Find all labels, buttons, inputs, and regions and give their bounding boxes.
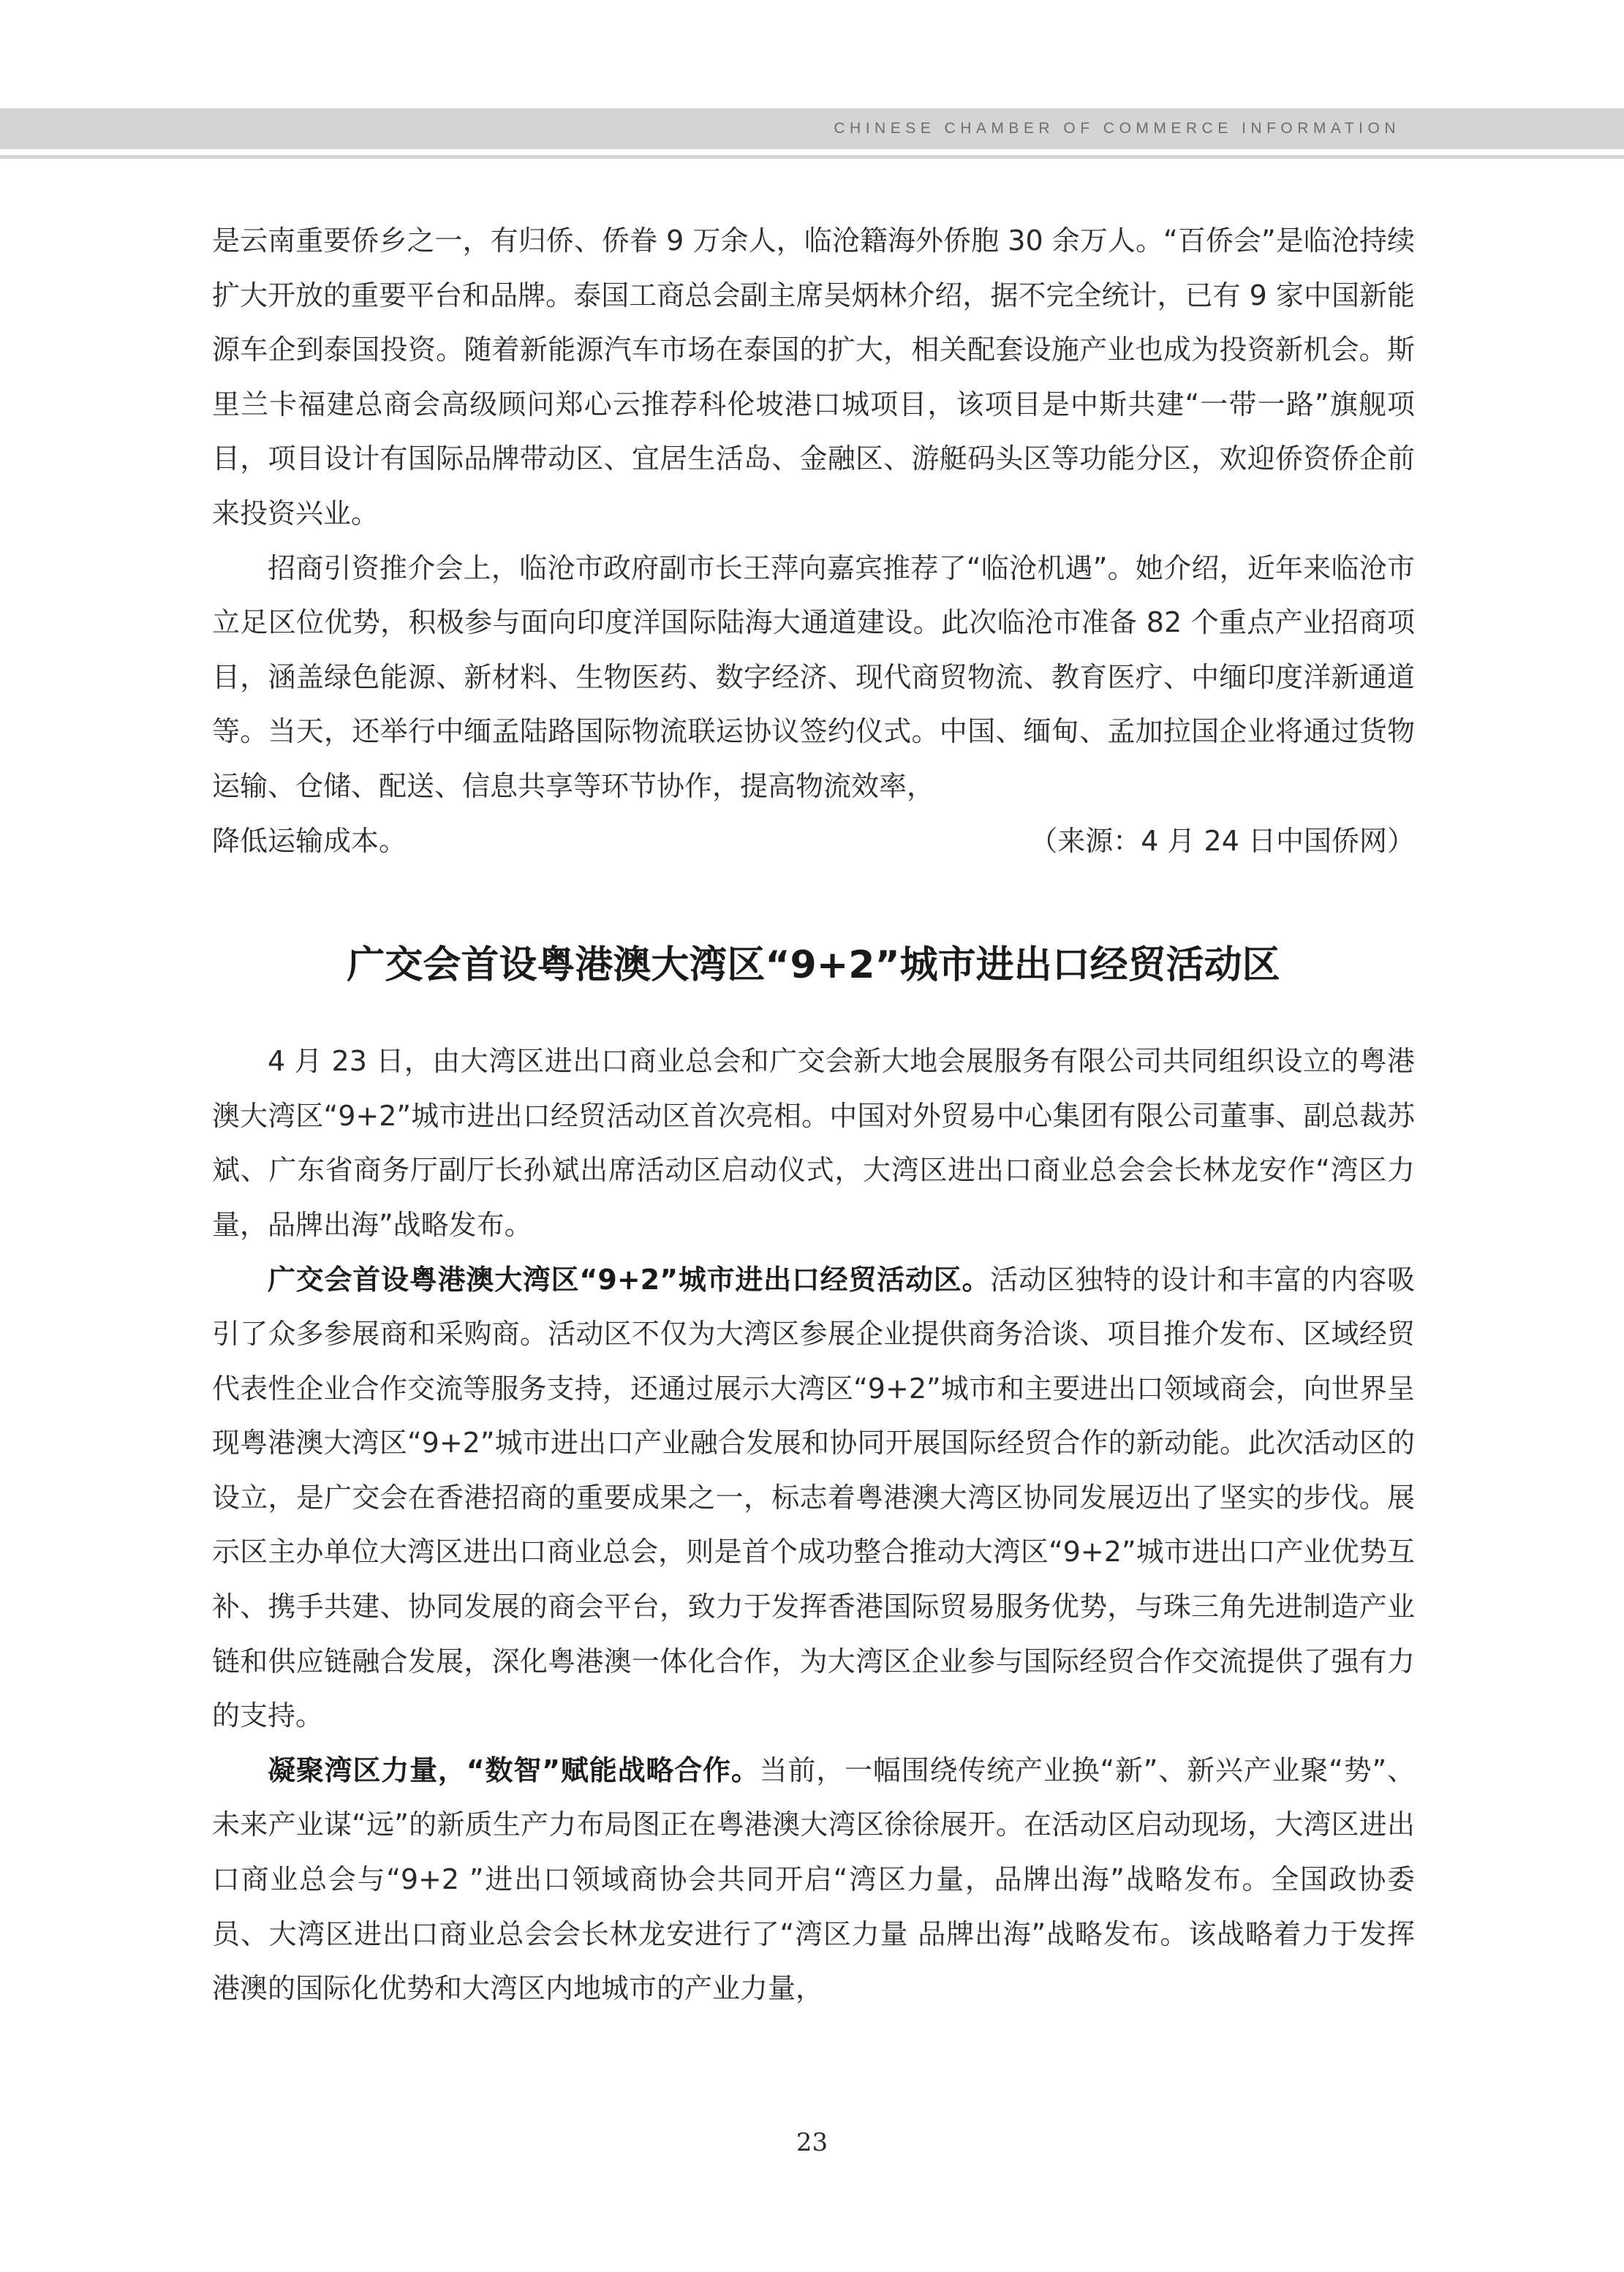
article2-paragraph-3-body: 当前，一幅围绕传统产业换“新”、新兴产业聚“势”、未来产业谋“远”的新质生产力布局图正在粤港澳大湾区徐徐展开。在活动区启动现场，大湾区进出口商业总会与“9+2 ”进出口领域商协会共同开启“湾区力量，品牌出海”战略发布。全国政协委员、大湾区进出口商业总会会长林龙安进行了“湾区力量 品牌出海”战略发布。该战略着力于发挥港澳的国际化优势和大湾区内地城市的产业力量， [212, 1754, 1416, 2005]
header-rule [0, 155, 1624, 159]
article1-closing-line [212, 814, 1415, 869]
running-title: CHINESE CHAMBER OF COMMERCE INFORMATION [834, 120, 1400, 137]
article2-paragraph-2 [212, 1253, 1415, 1743]
article1-paragraph-2: 招商引资推介会上，临沧市政府副市长王萍向嘉宾推荐了“临沧机遇”。她介绍，近年来临沧市立足区位优势，积极参与面向印度洋国际陆海大通道建设。此次临沧市准备 82 个重点产业招商项目，涵盖绿色能源、新材料、生物医药、数字经济、现代商贸物流、教育医疗、中缅印度洋新通道等。当天，还举行中缅孟陆路国际物流联运协议签约仪式。中国、缅甸、孟加拉国企业将通过货物运输、仓储、配送、信息共享等环节协作，提高物流效率， [212, 551, 1415, 802]
article2-paragraph-2-lead: 广交会首设粤港澳大湾区“9+2”城市进出口经贸活动区。 [268, 1263, 991, 1296]
article2-title: 广交会首设粤港澳大湾区“9+2”城市进出口经贸活动区 [347, 943, 1280, 988]
article1-paragraph-2-end: 降低运输成本。 [212, 824, 407, 857]
page-content [212, 214, 1415, 2016]
article2-paragraph-1: 4 月 23 日，由大湾区进出口商业总会和广交会新大地会展服务有限公司共同组织设立的粤港澳大湾区“9+2”城市进出口经贸活动区首次亮相。中国对外贸易中心集团有限公司董事、副总裁苏斌、广东省商务厅副厅长孙斌出席活动区启动仪式，大湾区进出口商业总会会长林龙安作“湾区力量，品牌出海”战略发布。 [212, 1045, 1415, 1241]
article1-paragraph-1: 是云南重要侨乡之一，有归侨、侨眷 9 万余人，临沧籍海外侨胞 30 余万人。“百侨会”是临沧持续扩大开放的重要平台和品牌。泰国工商总会副主席吴炳林介绍，据不完全统计，已有 9 家中国新能源车企到泰国投资。随着新能源汽车市场在泰国的扩大，相关配套设施产业也成为投资新机会。斯里兰卡福建总商会高级顾问郑心云推荐科伦坡港口城项目，该项目是中斯共建“一带一路”旗舰项目，项目设计有国际品牌带动区、宜居生活岛、金融区、游艇码头区等功能分区，欢迎侨资侨企前来投资兴业。 [212, 224, 1415, 529]
article1-source: （来源：4 月 24 日中国侨网） [1030, 824, 1415, 857]
article2-paragraph-2-body: 活动区独特的设计和丰富的内容吸引了众多参展商和采购商。活动区不仅为大湾区参展企业提供商务洽谈、项目推介发布、区域经贸代表性企业合作交流等服务支持，还通过展示大湾区“9+2”城市和主要进出口领域商会，向世界呈现粤港澳大湾区“9+2”城市进出口产业融合发展和协同开展国际经贸合作的新动能。此次活动区的设立，是广交会在香港招商的重要成果之一，标志着粤港澳大湾区协同发展迈出了坚实的步伐。展示区主办单位大湾区进出口商业总会，则是首个成功整合推动大湾区“9+2”城市进出口产业优势互补、携手共建、协同发展的商会平台，致力于发挥香港国际贸易服务优势，与珠三角先进制造产业链和供应链融合发展，深化粤港澳一体化合作，为大湾区企业参与国际经贸合作交流提供了强有力的支持。 [212, 1263, 1415, 1732]
article2-paragraph-3-lead: 凝聚湾区力量，“数智”赋能战略合作。 [268, 1754, 760, 1786]
page-number: 23 [796, 2128, 828, 2157]
article2-paragraph-3 [212, 1743, 1415, 2016]
